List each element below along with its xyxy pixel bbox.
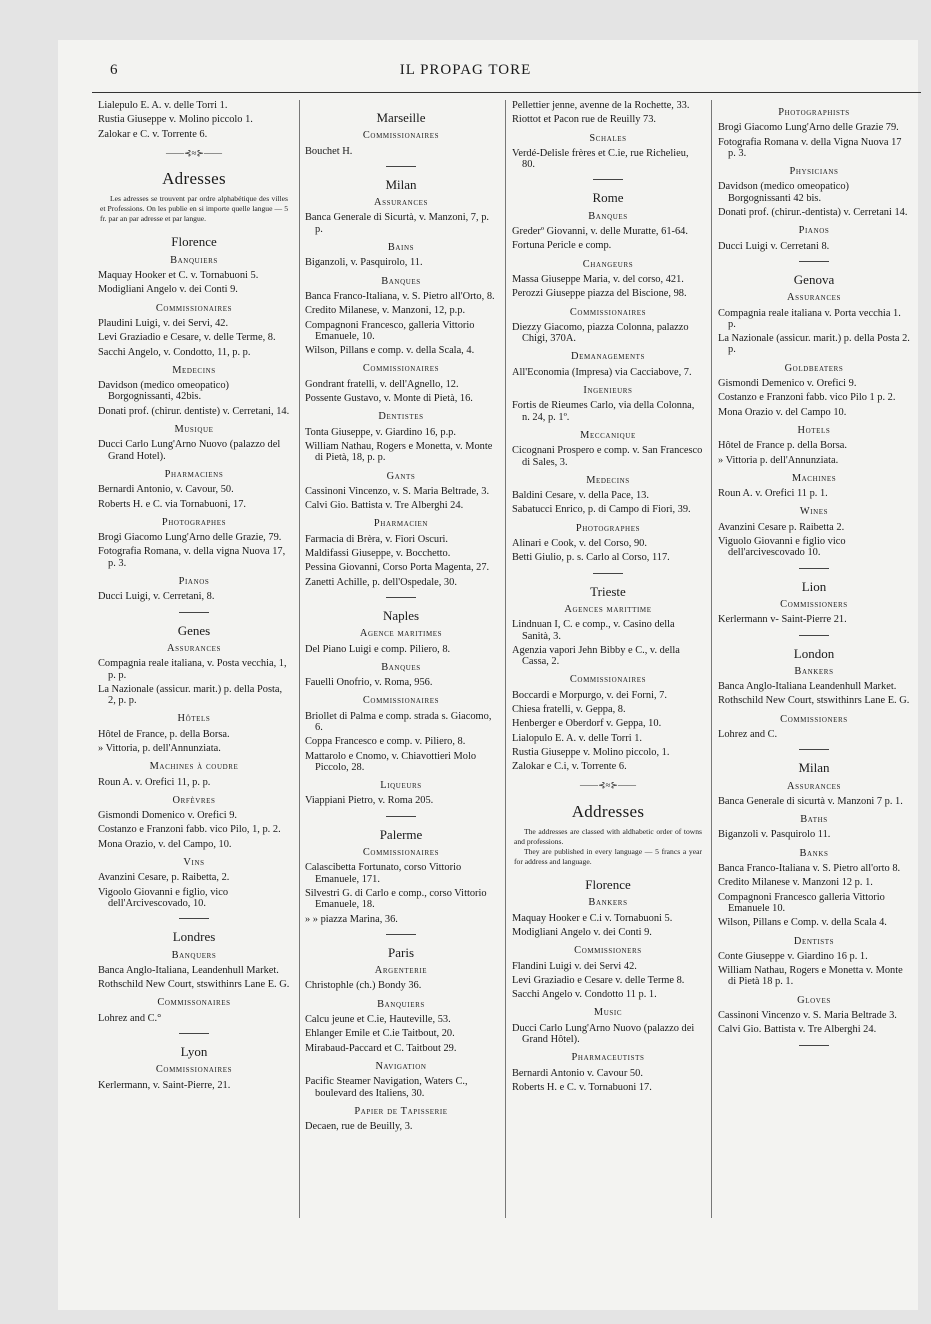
address-entry: Rustia Giuseppe v. Molino piccolo 1.: [98, 114, 253, 126]
column-4: [718, 100, 910, 1055]
address-entry: Cicognani Prospero e comp. v. San Francesco di Sales, 3.: [512, 445, 703, 468]
address-entry: Costanzo e Franzoni fabb. vico Pilo, 1, p. 2.: [98, 824, 281, 836]
city-heading: Lyon: [180, 1044, 208, 1060]
profession-heading: Pharmacien: [373, 518, 429, 530]
address-entry: Viguolo Giovanni e figlio vico dell'arcivescovado 10.: [718, 536, 846, 559]
address-entry: Banca Anglo-Italiana, Leandenhull Market.: [98, 964, 279, 976]
address-entry: Cassinoni Vincenzo, v. S. Maria Beltrade, 3.: [305, 485, 490, 497]
profession-heading: Vins: [183, 857, 205, 869]
profession-heading: Pianos: [798, 225, 830, 237]
address-entry: Conte Giuseppe v. Giardino 16 p. 1.: [718, 950, 868, 962]
city-heading: Florence: [585, 877, 631, 893]
newspaper-title: IL PROPAG TORE: [399, 62, 532, 78]
profession-heading: Assurances: [374, 197, 428, 209]
address-entry: Briollet di Palma e comp. strada s. Giacomo, 6.: [305, 710, 492, 733]
address-entry: Brogi Giacomo Lung'Arno delle Grazie 79.: [718, 122, 899, 134]
address-entry: Hôtel de France p. della Borsa.: [718, 440, 847, 452]
address-entry: Flandini Luigi v. dei Servi 42.: [512, 960, 637, 972]
profession-heading: Assurances: [787, 292, 841, 304]
profession-heading: Goldbeaters: [784, 362, 844, 374]
profession-heading: Commissionaires: [569, 306, 647, 318]
profession-heading: Orfèvres: [172, 794, 216, 806]
address-entry: Baldini Cesare, v. della Pace, 13.: [512, 490, 649, 502]
address-entry: Silvestri G. di Carlo e comp., corso Vittorio Emanuele, 18.: [305, 887, 487, 911]
profession-heading: Changeurs: [582, 258, 634, 270]
address-entry: Roberts H. e C. v. Tornabuoni 17.: [512, 1081, 652, 1093]
address-entry: Maquay Hooker et C. v. Tornabuoni 5.: [98, 270, 259, 282]
short-rule: [799, 749, 829, 750]
address-entry: Hôtel de France, p. della Borsa.: [98, 728, 230, 740]
profession-heading: Papier de Tapisserie: [354, 1105, 448, 1117]
address-entry: La Nazionale (assicur. marit.) p. della Posta 2. p.: [718, 333, 910, 356]
short-rule: [179, 1033, 209, 1034]
address-entry: Lohrez and C.: [718, 728, 778, 740]
profession-heading: Dentistes: [378, 411, 424, 423]
address-entry: Lialopulo E. A. v. delle Torri 1.: [512, 732, 642, 744]
address-entry: » Vittoria p. dell'Annunziata.: [718, 454, 839, 466]
profession-heading: Agence maritimes: [359, 628, 443, 640]
column-divider: [299, 100, 300, 1218]
column-2: [305, 100, 497, 1135]
address-entry: Plaudini Luigi, v. dei Servi, 42.: [98, 317, 229, 329]
address-entry: Agenzia vapori Jehn Bibby e C., v. della Cassa, 2.: [512, 644, 680, 668]
address-entry: Calvi Gio. Battista v. Tre Alberghi 24.: [718, 1024, 877, 1036]
address-entry: Boccardi e Morpurgo, v. dei Forni, 7.: [512, 689, 667, 701]
profession-heading: Gants: [386, 470, 416, 482]
profession-heading: Baths: [800, 814, 828, 826]
short-rule: [593, 573, 623, 574]
address-entry: Modigliani Angelo v. dei Conti 9.: [98, 284, 238, 296]
city-heading: Marseille: [376, 110, 426, 125]
address-entry: Fauelli Onofrio, v. Roma, 956.: [305, 677, 433, 689]
address-entry: Mirabaud-Paccard et C. Taitbout 29.: [305, 1042, 457, 1054]
profession-heading: Commissionaires: [569, 674, 647, 686]
address-entry: Compagnoni Francesco galleria Vittorio Emanuele 10.: [718, 891, 885, 914]
profession-heading: Hotels: [797, 424, 831, 436]
city-heading: Lion: [801, 578, 827, 594]
profession-heading: Banquiers: [377, 998, 425, 1010]
profession-heading: Agences marittime: [564, 603, 652, 615]
profession-heading: Commissonaires: [157, 997, 231, 1009]
address-entry: Rustia Giuseppe v. Molino piccolo, 1.: [512, 746, 670, 758]
address-entry: Roberts H. e C. via Tornabuoni, 17.: [98, 498, 246, 510]
address-entry: Banca Franco-Italiana v. S. Pietro all'orto 8.: [718, 863, 901, 875]
city-heading: Naples: [382, 607, 420, 623]
profession-heading: Meccanique: [580, 429, 636, 441]
section-note: The addresses are classed with aldhabetic order of towns and professions.: [514, 827, 702, 847]
section-note: Les adresses se trouvent par ordre alphabétique des villes et Professions. On les publie en si importe quelle langue — 5 fr. par an par adresse et par langue.: [100, 194, 288, 224]
address-entry: Diezzy Giacomo, piazza Colonna, palazzo Chigi, 370A.: [512, 321, 689, 345]
short-rule: [386, 597, 416, 598]
address-entry: William Nathau, Rogers e Monetta, v. Monte di Pietà, 18, p. p.: [305, 440, 493, 464]
city-heading: Rome: [592, 190, 624, 206]
address-entry: Sacchi Angelo v. Condotto 11 p. 1.: [512, 989, 657, 1001]
address-entry: Zalokar e C. v. Torrente 6.: [98, 128, 208, 140]
profession-heading: Banques: [588, 210, 628, 222]
address-entry: Gismondi Demenico v. Orefici 9.: [718, 378, 857, 390]
profession-heading: Musique: [174, 424, 214, 436]
profession-heading: Banquiers: [170, 254, 218, 266]
address-entry: Bernardi Antonio, v. Cavour, 50.: [98, 484, 234, 496]
address-entry: » » piazza Marina, 36.: [305, 913, 398, 925]
address-entry: Riottot et Pacon rue de Reuilly 73.: [512, 114, 657, 126]
address-entry: Kerlermann v- Saint-Pierre 21.: [718, 614, 847, 626]
short-rule: [179, 612, 209, 613]
address-entry: Lialepulo E. A. v. delle Torri 1.: [98, 100, 228, 111]
address-entry: Donati prof. (chirur. dentiste) v. Cerretani, 14.: [98, 405, 290, 417]
city-heading: Florence: [171, 234, 217, 250]
address-entry: Massa Giuseppe Maria, v. del corso, 421.: [512, 273, 684, 285]
address-entry: Kerlermann, v. Saint-Pierre, 21.: [98, 1079, 231, 1091]
address-entry: Del Piano Luigi e comp. Piliero, 8.: [305, 643, 451, 655]
address-entry: Compagnia reale italiana, v. Posta vecchia, 1, p. p.: [98, 658, 287, 681]
address-entry: Coppa Francesco e comp. v. Piliero, 8.: [305, 736, 466, 748]
address-entry: Betti Giulio, p. s. Carlo al Corso, 117.: [512, 552, 670, 564]
address-entry: Biganzoli v. Pasquirolo 11.: [718, 829, 831, 841]
address-entry: Mona Orazio v. del Campo 10.: [718, 406, 847, 418]
address-entry: Davidson (medico omeopatico) Borgognissanti 42 bis.: [718, 181, 849, 204]
column-divider: [505, 100, 506, 1218]
address-entry: Maquay Hooker e C.i v. Tornabuoni 5.: [512, 912, 673, 924]
page-number: 6: [110, 62, 118, 78]
address-entry: Mona Orazio, v. del Campo, 10.: [98, 838, 232, 850]
address-entry: Levi Graziadio e Cesare v. delle Terme 8.: [512, 974, 685, 986]
address-entry: Cassinoni Vincenzo v. S. Maria Beltrade 3.: [718, 1010, 897, 1022]
profession-heading: Photographists: [778, 107, 850, 118]
column-1: [98, 100, 290, 1094]
short-rule: [799, 1045, 829, 1046]
address-entry: Zanetti Achille, p. dell'Ospedale, 30.: [305, 576, 457, 588]
address-entry: Compagnoni Francesco, galleria Vittorio Emanuele, 10.: [305, 319, 475, 342]
address-entry: Banca Generale di Sicurtà, v. Manzoni, 7, p. p.: [305, 212, 489, 235]
address-entry: Banca Generale di sicurtà v. Manzoni 7 p. 1.: [718, 795, 903, 807]
address-entry: Calascibetta Fortunato, corso Vittorio Emanuele, 171.: [305, 862, 462, 885]
profession-heading: Pharmaciens: [164, 468, 224, 480]
profession-heading: Commissionaires: [362, 695, 440, 707]
profession-heading: Machines: [791, 472, 837, 484]
profession-heading: Ingenieurs: [583, 385, 633, 397]
address-entry: La Nazionale (assicur. marit.) p. della Posta, 2, p. p.: [98, 683, 283, 707]
address-entry: Fotografia Romana, v. della vigna Nuova 17, p. 3.: [98, 546, 286, 569]
profession-heading: Commissioners: [780, 713, 848, 725]
address-entry: Modigliani Angelo v. dei Conti 9.: [512, 926, 652, 938]
address-entry: Wilson, Pillans e Comp. v. della Scala 4.: [718, 917, 887, 929]
city-heading: Palerme: [379, 826, 423, 842]
profession-heading: Commissionaires: [362, 130, 440, 142]
address-entry: Compagnia reale italiana v. Porta vecchia 1. p.: [718, 307, 901, 330]
address-entry: Pacific Steamer Navigation, Waters C., boulevard des Italiens, 30.: [305, 1076, 468, 1099]
profession-heading: Medecins: [172, 364, 216, 376]
profession-heading: Demanagements: [570, 351, 646, 363]
address-entry: Chiesa fratelli, v. Geppa, 8.: [512, 703, 626, 715]
address-entry: Roun A. v. Orefici 11 p. 1.: [718, 488, 828, 500]
city-heading: Trieste: [590, 583, 626, 599]
profession-heading: Schales: [589, 132, 627, 144]
address-entry: Grederº Giovanni, v. delle Muratte, 61-64.: [512, 226, 688, 238]
address-entry: Fortuna Pericle e comp.: [512, 240, 612, 252]
profession-heading: Bains: [387, 242, 415, 254]
profession-heading: Bankers: [794, 665, 834, 677]
address-entry: Sacchi Angelo, v. Condotto, 11, p. p.: [98, 346, 251, 358]
short-rule: [386, 816, 416, 817]
profession-heading: Photographes: [161, 516, 227, 528]
short-rule: [799, 261, 829, 262]
address-entry: Lohrez and C.°: [98, 1012, 162, 1024]
profession-heading: Photographes: [575, 522, 641, 534]
address-entry: Viappiani Pietro, v. Roma 205.: [305, 795, 434, 807]
address-entry: Calcu jeune et C.ie, Hauteville, 53.: [305, 1014, 451, 1026]
city-heading: Londres: [172, 929, 216, 945]
header-rule: [92, 92, 921, 93]
profession-heading: Argenterie: [374, 965, 428, 977]
address-entry: Davidson (medico omeopatico) Borgognissanti, 42bis.: [98, 380, 229, 403]
profession-heading: Medecins: [586, 474, 630, 486]
address-entry: Bernardi Antonio v. Cavour 50.: [512, 1067, 643, 1079]
profession-heading: Commissionaires: [362, 847, 440, 859]
address-entry: Rothschild New Court, stswithinrs Lane E. G.: [98, 979, 290, 991]
section-title: Adresses: [162, 169, 226, 189]
section-title: Addresses: [571, 801, 645, 821]
short-rule: [799, 568, 829, 569]
address-entry: Brogi Giacomo Lung'Arno delle Grazie, 79.: [98, 532, 282, 544]
address-entry: Farmacia di Brèra, v. Fiori Oscuri.: [305, 533, 449, 545]
profession-heading: Navigation: [375, 1060, 427, 1072]
short-rule: [179, 918, 209, 919]
address-entry: Roun A. v. Orefici 11, p. p.: [98, 776, 211, 788]
city-heading: Milan: [385, 176, 417, 192]
address-entry: Sabatucci Enrico, p. di Campo di Fiori, 39.: [512, 504, 691, 516]
address-entry: Avanzini Cesare p. Raibetta 2.: [718, 521, 845, 533]
address-entry: Calvi Gio. Battista v. Tre Alberghi 24.: [305, 500, 464, 512]
column-divider: [711, 100, 712, 1218]
profession-heading: Gloves: [797, 994, 831, 1006]
address-entry: Avanzini Cesare, p. Raibetta, 2.: [98, 872, 230, 884]
address-entry: Banca Franco-Italiana, v. S. Pietro all'Orto, 8.: [305, 290, 495, 302]
address-entry: Pessina Giovanni, Corso Porta Magenta, 27.: [305, 562, 490, 574]
address-entry: Levi Graziadio e Cesare, v. delle Terme, 8.: [98, 332, 276, 344]
ornament: ——⊰≈⊱——: [165, 147, 223, 158]
address-entry: Alinari e Cook, v. del Corso, 90.: [512, 538, 647, 550]
address-entry: Pellettier jenne, avenne de la Rochette, 33.: [512, 100, 690, 111]
address-entry: Mattarolo e Cnomo, v. Chiavottieri Molo Piccolo, 28.: [305, 750, 477, 773]
city-heading: Paris: [388, 944, 414, 960]
address-entry: » Vittoria, p. dell'Annunziata.: [98, 742, 221, 754]
address-entry: Decaen, rue de Beuilly, 3.: [305, 1121, 413, 1133]
city-heading: Genova: [793, 271, 835, 287]
profession-heading: Machines à coudre: [149, 761, 239, 773]
address-entry: Fortis de Rieumes Carlo, via della Colonna, n. 24, p. 1º.: [512, 400, 695, 423]
address-entry: Possente Gustavo, v. Monte di Pietà, 16.: [305, 393, 473, 405]
address-entry: Verdé-Delisle frères et C.ie, rue Richelieu, 80.: [512, 147, 689, 171]
city-heading: Milan: [798, 760, 830, 776]
profession-heading: Assurances: [167, 642, 221, 654]
address-entry: Donati prof. (chirur.-dentista) v. Cerretani 14.: [718, 207, 908, 219]
address-entry: Zalokar e C.i, v. Torrente 6.: [512, 761, 627, 773]
profession-heading: Assurances: [787, 780, 841, 792]
city-heading: London: [793, 645, 835, 661]
profession-heading: Pianos: [178, 576, 210, 588]
profession-heading: Banks: [799, 847, 829, 859]
section-note: They are published in every language — 5 francs a year for address and language.: [514, 847, 702, 867]
profession-heading: Dentists: [793, 935, 835, 947]
address-entry: Gismondi Domenico v. Orefici 9.: [98, 810, 237, 822]
profession-heading: Liqueurs: [380, 780, 422, 792]
short-rule: [386, 166, 416, 167]
address-entry: Costanzo e Franzoni fabb. vico Pilo 1 p. 2.: [718, 392, 896, 404]
address-entry: William Nathau, Rogers e Monetta v. Monte di Pietà 18 p. 1.: [718, 965, 903, 988]
address-entry: Ehlanger Emile et C.ie Taitbout, 20.: [305, 1028, 455, 1040]
address-entry: All'Economia (Impresa) via Cacciabove, 7.: [512, 366, 692, 378]
address-entry: Fotografia Romana v. della Vigna Nuova 17 p. 3.: [718, 136, 902, 159]
address-entry: Maldifassi Giuseppe, v. Bocchetto.: [305, 548, 451, 560]
address-entry: Ducci Carlo Lung'Arno Nuovo (palazzo dei Grand Hôtel).: [512, 1022, 695, 1046]
profession-heading: Banquers: [171, 949, 217, 961]
profession-heading: Commissioners: [780, 598, 848, 610]
profession-heading: Banques: [381, 275, 421, 287]
address-entry: Credito Milanese v. Manzoni 12 p. 1.: [718, 877, 873, 889]
address-entry: Christophle (ch.) Bondy 36.: [305, 980, 422, 992]
city-heading: Genes: [177, 622, 211, 638]
profession-heading: Bankers: [588, 897, 628, 909]
short-rule: [799, 635, 829, 636]
profession-heading: Physicians: [789, 166, 839, 178]
profession-heading: Commissionaires: [362, 363, 440, 375]
profession-heading: Hôtels: [177, 713, 211, 725]
short-rule: [386, 934, 416, 935]
profession-heading: Wines: [799, 506, 829, 518]
profession-heading: Pharmaceutists: [571, 1052, 645, 1064]
address-entry: Perozzi Giuseppe piazza del Biscione, 98.: [512, 288, 687, 300]
profession-heading: Commissionaires: [155, 1064, 233, 1076]
address-entry: Biganzoli, v. Pasquirolo, 11.: [305, 257, 423, 269]
address-entry: Credito Milanese, v. Manzoni, 12, p.p.: [305, 305, 466, 317]
address-entry: Gondrant fratelli, v. dell'Agnello, 12.: [305, 378, 459, 390]
address-entry: Wilson, Pillans e comp. v. della Scala, 4.: [305, 345, 475, 357]
profession-heading: Banques: [381, 661, 421, 673]
address-entry: Ducci Luigi, v. Cerretani, 8.: [98, 591, 215, 603]
short-rule: [593, 179, 623, 180]
ornament: ——⊰≈⊱——: [579, 780, 637, 791]
profession-heading: Commissionaires: [155, 302, 233, 314]
address-entry: Ducci Carlo Lung'Arno Nuovo (palazzo del Grand Hotel).: [98, 439, 281, 462]
column-3: [512, 100, 704, 1096]
address-entry: Rothschild New Court, stswithinrs Lane E. G.: [718, 695, 910, 707]
address-entry: Tonta Giuseppe, v. Giardino 16, p.p.: [305, 426, 456, 438]
address-entry: Henberger e Oberdorf v. Geppa, 10.: [512, 718, 662, 730]
address-entry: Vigoolo Giovanni e figlio, vico dell'Arcivescovado, 10.: [98, 886, 229, 909]
address-entry: Banca Anglo-Italiana Leandenhull Market.: [718, 681, 897, 693]
address-entry: Bouchet H.: [305, 145, 353, 157]
profession-heading: Commissioners: [574, 945, 642, 957]
profession-heading: Music: [593, 1007, 623, 1019]
address-entry: Ducci Luigi v. Cerretani 8.: [718, 240, 830, 252]
address-entry: Lindnuan I, C. e comp., v. Casino della Sanità, 3.: [512, 619, 675, 642]
